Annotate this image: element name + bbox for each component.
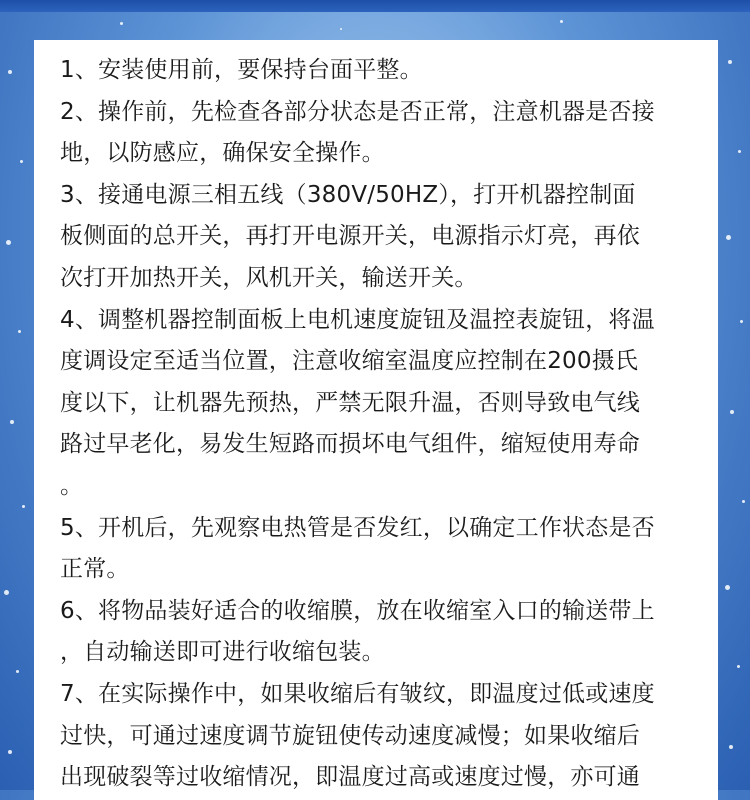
instruction-line: 过快，可通过速度调节旋钮使传动速度减慢；如果收缩后: [60, 722, 640, 749]
instruction-line: 5、开机后，先观察电热管是否发红，以确定工作状态是否: [60, 514, 655, 541]
instruction-line: 4、调整机器控制面板上电机速度旋钮及温控表旋钮，将温: [60, 306, 655, 333]
instruction-line: 度调设定至适当位置，注意收缩室温度应控制在200摄氏: [60, 348, 639, 375]
instruction-line: ，自动输送即可进行收缩包装。: [60, 639, 385, 666]
instruction-line: 3、接通电源三相五线（380V/50HZ），打开机器控制面: [60, 181, 636, 208]
instruction-line: 7、在实际操作中，如果收缩后有皱纹，即温度过低或速度: [60, 680, 655, 707]
instruction-line: 路过早老化，易发生短路而损坏电气组件，缩短使用寿命: [60, 431, 640, 458]
instruction-line: 。: [60, 472, 84, 499]
instruction-line: 1、安装使用前，要保持台面平整。: [60, 57, 423, 83]
instruction-line: 地，以防感应，确保安全操作。: [60, 140, 385, 167]
instruction-line: 出现破裂等过收缩情况，即温度过高或速度过慢，亦可通: [60, 764, 640, 791]
instructions-card: [34, 40, 718, 800]
instruction-line: 板侧面的总开关，再打开电源开关，电源指示灯亮，再依: [60, 223, 640, 250]
instruction-line: 次打开加热开关，风机开关，输送开关。: [60, 264, 478, 291]
top-banner-band: [0, 0, 750, 12]
instruction-line: 正常。: [60, 556, 130, 583]
instruction-line: 6、将物品装好适合的收缩膜，放在收缩室入口的输送带上: [60, 597, 655, 624]
instruction-line: 度以下，让机器先预热，严禁无限升温，否则导致电气线: [60, 389, 640, 416]
instruction-line: 2、操作前，先检查各部分状态是否正常，注意机器是否接: [60, 98, 655, 125]
